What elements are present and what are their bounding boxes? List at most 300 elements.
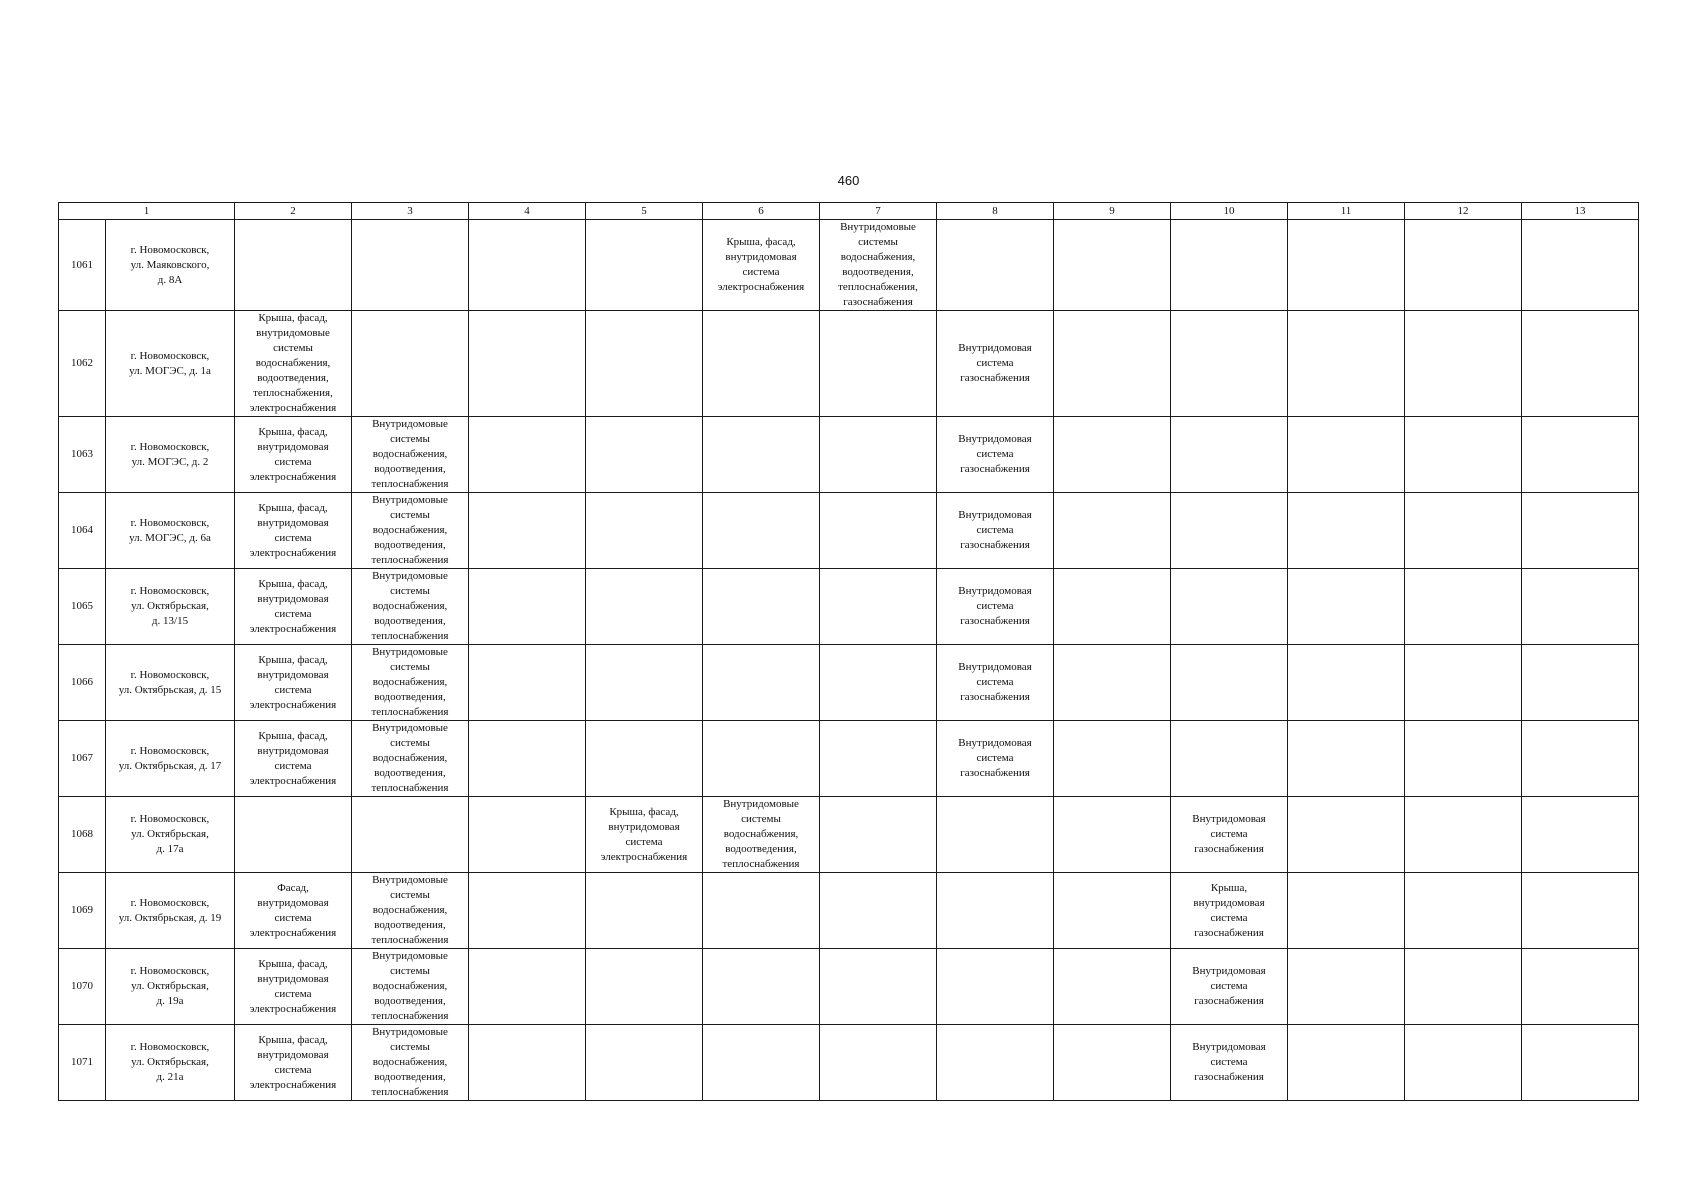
cell-line: Внутридомовые <box>372 950 448 962</box>
cell-col-10 <box>1171 493 1288 569</box>
cell-line: система <box>1210 1056 1248 1068</box>
cell-col-3 <box>352 797 469 873</box>
cell-col-12 <box>1405 220 1522 311</box>
cell-line: водоотведения, <box>725 843 797 855</box>
cell-line: Внутридомовая <box>958 661 1032 673</box>
cell-col-8 <box>937 645 1054 721</box>
cell-line: Внутридомовые <box>372 874 448 886</box>
cell-col-11 <box>1288 645 1405 721</box>
cell-col-13 <box>1522 493 1639 569</box>
cell-col-6 <box>703 417 820 493</box>
cell-line: газоснабжения <box>960 539 1030 551</box>
address-cell <box>106 417 235 493</box>
cell-line: водоснабжения, <box>372 600 448 612</box>
cell-line: Крыша, фасад, <box>258 425 328 438</box>
column-header: 8 <box>937 203 1054 220</box>
cell-line: газоснабжения <box>1194 995 1264 1007</box>
cell-col-10 <box>1171 645 1288 721</box>
column-header: 13 <box>1522 203 1639 220</box>
cell-col-2 <box>235 721 352 797</box>
cell-col-11 <box>1288 311 1405 417</box>
cell-col-6 <box>703 645 820 721</box>
cell-line: внутридомовая <box>1193 896 1265 909</box>
cell-line: теплоснабжения <box>371 706 449 718</box>
cell-col-5 <box>586 873 703 949</box>
cell-col-4 <box>469 645 586 721</box>
cell-col-11 <box>1288 721 1405 797</box>
cell-col-2 <box>235 645 352 721</box>
cell-line: системы <box>390 965 430 977</box>
cell-line: электроснабжения <box>249 926 337 939</box>
cell-line: Внутридомовые <box>372 418 448 430</box>
cell-col-4 <box>469 220 586 311</box>
cell-col-13 <box>1522 417 1639 493</box>
cell-line: газоснабжения <box>960 691 1030 703</box>
cell-col-8 <box>937 493 1054 569</box>
cell-line: газоснабжения <box>1194 843 1264 855</box>
column-header: 12 <box>1405 203 1522 220</box>
cell-col-12 <box>1405 493 1522 569</box>
cell-line: водоотведения, <box>374 691 446 703</box>
cell-col-11 <box>1288 569 1405 645</box>
cell-line: Внутридомовая <box>1192 965 1266 977</box>
cell-line: системы <box>741 813 781 825</box>
address-cell <box>106 797 235 873</box>
page-number: 460 <box>837 173 860 188</box>
cell-col-10 <box>1171 949 1288 1025</box>
cell-line: Внутридомовая <box>958 433 1032 445</box>
cell-col-12 <box>1405 417 1522 493</box>
cell-col-2 <box>235 417 352 493</box>
cell-col-11 <box>1288 873 1405 949</box>
cell-col-10 <box>1171 311 1288 417</box>
address-line: г. Новомосковск, <box>130 896 210 909</box>
row-number-cell: 1071 <box>59 1025 106 1101</box>
cell-line: водоотведения, <box>374 919 446 931</box>
cell-col-8 <box>937 569 1054 645</box>
cell-line: электроснабжения <box>249 402 337 414</box>
row-number-cell: 1064 <box>59 493 106 569</box>
cell-col-6 <box>703 220 820 311</box>
cell-col-7 <box>820 220 937 311</box>
cell-line: электроснабжения <box>249 470 337 483</box>
cell-line: внутридомовая <box>257 592 329 605</box>
cell-line: теплоснабжения <box>371 554 449 566</box>
cell-line: газоснабжения <box>1194 926 1264 939</box>
cell-col-4 <box>469 873 586 949</box>
cell-col-4 <box>469 311 586 417</box>
cell-line: Внутридомовые <box>840 221 916 233</box>
cell-col-2 <box>235 1025 352 1101</box>
cell-line: водоотведения, <box>374 539 446 551</box>
address-cell <box>106 949 235 1025</box>
address-line: д. 17а <box>156 843 184 855</box>
cell-line: система <box>976 752 1014 764</box>
cell-col-5 <box>586 645 703 721</box>
cell-col-13 <box>1522 645 1639 721</box>
cell-line: Внутридомовые <box>372 570 448 582</box>
cell-line: Внутридомовая <box>958 737 1032 749</box>
cell-col-7 <box>820 311 937 417</box>
cell-line: системы <box>390 889 430 901</box>
cell-col-5 <box>586 569 703 645</box>
cell-line: водоснабжения, <box>372 1056 448 1068</box>
cell-col-4 <box>469 797 586 873</box>
cell-col-9 <box>1054 220 1171 311</box>
cell-line: газоснабжения <box>1194 1071 1264 1083</box>
cell-line: водоснабжения, <box>372 524 448 536</box>
cell-line: Крыша, фасад, <box>258 653 328 666</box>
cell-line: электроснабжения <box>249 1078 337 1091</box>
cell-line: внутридомовая <box>608 820 680 833</box>
cell-col-10 <box>1171 1025 1288 1101</box>
cell-line: газоснабжения <box>960 372 1030 384</box>
cell-line: Внутридомовые <box>372 494 448 506</box>
row-number-cell: 1069 <box>59 873 106 949</box>
cell-col-10 <box>1171 220 1288 311</box>
cell-line: Крыша, <box>1210 881 1248 894</box>
cell-col-4 <box>469 1025 586 1101</box>
cell-col-8 <box>937 721 1054 797</box>
cell-col-9 <box>1054 873 1171 949</box>
cell-line: водоснабжения, <box>255 357 331 369</box>
cell-line: системы <box>390 737 430 749</box>
cell-line: водоотведения, <box>842 266 914 278</box>
address-line: г. Новомосковск, <box>130 243 210 256</box>
cell-line: внутридомовая <box>257 744 329 757</box>
cell-line: система <box>274 683 312 696</box>
cell-line: Крыша, фасад, <box>258 312 328 324</box>
cell-line: системы <box>390 1041 430 1053</box>
column-header: 10 <box>1171 203 1288 220</box>
cell-col-10 <box>1171 797 1288 873</box>
cell-line: системы <box>390 585 430 597</box>
cell-col-11 <box>1288 797 1405 873</box>
address-line: г. Новомосковск, <box>130 813 210 825</box>
column-number-header <box>59 203 1639 220</box>
cell-line: Внутридомовая <box>958 585 1032 597</box>
cell-line: электроснабжения <box>249 622 337 635</box>
cell-line: Крыша, фасад, <box>258 1033 328 1046</box>
address-line: г. Новомосковск, <box>130 965 210 977</box>
cell-col-12 <box>1405 569 1522 645</box>
cell-col-9 <box>1054 949 1171 1025</box>
cell-col-9 <box>1054 417 1171 493</box>
cell-col-13 <box>1522 569 1639 645</box>
schedule-table <box>58 202 1639 1101</box>
cell-col-3 <box>352 417 469 493</box>
cell-col-10 <box>1171 721 1288 797</box>
cell-col-8 <box>937 1025 1054 1101</box>
row-number-cell: 1067 <box>59 721 106 797</box>
cell-line: газоснабжения <box>843 296 913 308</box>
column-header: 5 <box>586 203 703 220</box>
cell-line: система <box>274 531 312 544</box>
address-line: г. Новомосковск, <box>130 440 210 453</box>
address-line: ул. МОГЭС, д. 1а <box>129 364 211 377</box>
cell-col-5 <box>586 417 703 493</box>
cell-line: водоотведения, <box>374 615 446 627</box>
cell-col-5 <box>586 220 703 311</box>
cell-col-3 <box>352 569 469 645</box>
address-line: д. 8А <box>157 273 183 286</box>
cell-line: системы <box>858 236 898 248</box>
row-number-cell: 1063 <box>59 417 106 493</box>
cell-col-7 <box>820 873 937 949</box>
table-row <box>59 493 1639 569</box>
cell-col-11 <box>1288 1025 1405 1101</box>
cell-col-9 <box>1054 1025 1171 1101</box>
cell-col-3 <box>352 645 469 721</box>
cell-col-6 <box>703 797 820 873</box>
cell-line: водоснабжения, <box>723 828 799 840</box>
cell-line: газоснабжения <box>960 615 1030 627</box>
cell-line: система <box>976 600 1014 612</box>
address-line: ул. Октябрьская, д. 15 <box>118 683 222 696</box>
cell-line: водоотведения, <box>374 767 446 779</box>
cell-line: Внутридомовые <box>372 722 448 734</box>
cell-line: водоснабжения, <box>372 904 448 916</box>
column-header: 6 <box>703 203 820 220</box>
cell-col-2 <box>235 797 352 873</box>
cell-line: система <box>625 835 663 848</box>
cell-col-13 <box>1522 721 1639 797</box>
cell-line: электроснабжения <box>249 546 337 559</box>
cell-col-7 <box>820 569 937 645</box>
cell-col-7 <box>820 645 937 721</box>
cell-col-6 <box>703 1025 820 1101</box>
cell-line: электроснабжения <box>249 698 337 711</box>
table-row <box>59 645 1639 721</box>
cell-col-2 <box>235 220 352 311</box>
cell-col-3 <box>352 873 469 949</box>
cell-line: внутридомовая <box>257 440 329 453</box>
cell-line: теплоснабжения <box>371 782 449 794</box>
cell-line: Крыша, фасад, <box>609 805 679 818</box>
cell-line: система <box>274 1063 312 1076</box>
cell-col-7 <box>820 797 937 873</box>
cell-col-12 <box>1405 645 1522 721</box>
address-line: г. Новомосковск, <box>130 585 210 597</box>
cell-col-11 <box>1288 220 1405 311</box>
cell-line: системы <box>390 661 430 673</box>
cell-line: система <box>742 266 780 278</box>
address-line: ул. МОГЭС, д. 6а <box>129 531 211 544</box>
address-cell <box>106 645 235 721</box>
address-line: ул. Октябрьская, <box>131 980 209 992</box>
address-line: ул. Октябрьская, <box>131 600 209 612</box>
cell-col-5 <box>586 721 703 797</box>
cell-line: электроснабжения <box>249 774 337 787</box>
cell-line: Крыша, фасад, <box>258 501 328 514</box>
table-row <box>59 797 1639 873</box>
cell-line: система <box>976 524 1014 536</box>
cell-line: водоснабжения, <box>372 980 448 992</box>
cell-col-5 <box>586 493 703 569</box>
cell-col-6 <box>703 873 820 949</box>
cell-line: внутридомовая <box>257 1048 329 1061</box>
cell-col-8 <box>937 220 1054 311</box>
column-header: 9 <box>1054 203 1171 220</box>
cell-line: водоотведения, <box>374 995 446 1007</box>
address-line: ул. Октябрьская, <box>131 1056 209 1068</box>
cell-col-12 <box>1405 1025 1522 1101</box>
cell-line: теплоснабжения, <box>253 387 333 399</box>
cell-line: система <box>274 455 312 468</box>
cell-col-2 <box>235 949 352 1025</box>
cell-col-11 <box>1288 417 1405 493</box>
cell-col-8 <box>937 311 1054 417</box>
cell-col-9 <box>1054 493 1171 569</box>
cell-col-3 <box>352 493 469 569</box>
cell-col-2 <box>235 311 352 417</box>
cell-line: газоснабжения <box>960 767 1030 779</box>
address-line: ул. МОГЭС, д. 2 <box>131 455 209 468</box>
cell-line: Внутридомовая <box>1192 813 1266 825</box>
table-row <box>59 1025 1639 1101</box>
cell-line: водоснабжения, <box>372 752 448 764</box>
cell-col-12 <box>1405 873 1522 949</box>
cell-col-9 <box>1054 645 1171 721</box>
cell-line: теплоснабжения <box>371 630 449 642</box>
address-line: г. Новомосковск, <box>130 668 210 681</box>
cell-col-6 <box>703 493 820 569</box>
cell-col-9 <box>1054 569 1171 645</box>
cell-col-3 <box>352 721 469 797</box>
cell-line: теплоснабжения <box>371 478 449 490</box>
cell-col-13 <box>1522 949 1639 1025</box>
cell-col-10 <box>1171 873 1288 949</box>
cell-col-5 <box>586 1025 703 1101</box>
cell-line: система <box>976 448 1014 460</box>
cell-line: водоснабжения, <box>372 676 448 688</box>
cell-col-9 <box>1054 797 1171 873</box>
cell-line: Крыша, фасад, <box>726 236 796 248</box>
address-line: г. Новомосковск, <box>130 744 210 757</box>
address-cell <box>106 311 235 417</box>
address-cell <box>106 569 235 645</box>
cell-line: системы <box>390 433 430 445</box>
cell-col-5 <box>586 311 703 417</box>
cell-line: Внутридомовые <box>372 1026 448 1038</box>
cell-col-2 <box>235 569 352 645</box>
cell-line: водоотведения, <box>257 372 329 384</box>
address-line: г. Новомосковск, <box>130 1041 210 1053</box>
cell-line: Крыша, фасад, <box>258 729 328 742</box>
cell-line: внутридомовая <box>257 896 329 909</box>
cell-line: Крыша, фасад, <box>258 577 328 590</box>
cell-col-11 <box>1288 949 1405 1025</box>
cell-col-10 <box>1171 569 1288 645</box>
cell-col-3 <box>352 311 469 417</box>
cell-col-12 <box>1405 311 1522 417</box>
cell-line: Фасад, <box>277 881 309 894</box>
cell-line: система <box>274 607 312 620</box>
cell-col-13 <box>1522 873 1639 949</box>
cell-col-8 <box>937 949 1054 1025</box>
cell-line: Внутридомовая <box>958 342 1032 354</box>
cell-line: теплоснабжения, <box>838 281 918 293</box>
cell-col-2 <box>235 873 352 949</box>
cell-col-6 <box>703 569 820 645</box>
cell-col-3 <box>352 1025 469 1101</box>
column-header: 4 <box>469 203 586 220</box>
cell-line: система <box>274 987 312 1000</box>
cell-col-8 <box>937 417 1054 493</box>
cell-line: водоснабжения, <box>840 251 916 263</box>
cell-line: электроснабжения <box>600 850 688 863</box>
address-line: ул. Октябрьская, д. 19 <box>118 911 222 924</box>
cell-line: внутридомовая <box>257 516 329 529</box>
cell-line: система <box>1210 828 1248 840</box>
cell-col-6 <box>703 949 820 1025</box>
cell-line: системы <box>390 509 430 521</box>
address-line: д. 19а <box>156 995 184 1007</box>
cell-col-9 <box>1054 721 1171 797</box>
cell-col-13 <box>1522 311 1639 417</box>
address-line: г. Новомосковск, <box>130 516 210 529</box>
cell-line: системы <box>273 342 313 354</box>
row-number-cell: 1061 <box>59 220 106 311</box>
cell-col-5 <box>586 949 703 1025</box>
cell-col-9 <box>1054 311 1171 417</box>
cell-line: Внутридомовая <box>1192 1041 1266 1053</box>
cell-col-7 <box>820 493 937 569</box>
table-row <box>59 569 1639 645</box>
cell-col-13 <box>1522 220 1639 311</box>
cell-col-12 <box>1405 721 1522 797</box>
cell-col-3 <box>352 949 469 1025</box>
cell-line: теплоснабжения <box>371 1086 449 1098</box>
cell-line: система <box>976 676 1014 688</box>
cell-line: внутридомовые <box>256 327 330 339</box>
cell-line: внутридомовая <box>257 668 329 681</box>
address-line: ул. Октябрьская, д. 17 <box>118 759 222 772</box>
cell-line: система <box>274 759 312 772</box>
column-header: 3 <box>352 203 469 220</box>
cell-line: Крыша, фасад, <box>258 957 328 970</box>
cell-col-13 <box>1522 797 1639 873</box>
table-row <box>59 311 1639 417</box>
cell-col-4 <box>469 721 586 797</box>
cell-col-8 <box>937 797 1054 873</box>
row-number-cell: 1066 <box>59 645 106 721</box>
cell-line: водоотведения, <box>374 1071 446 1083</box>
row-number-cell: 1068 <box>59 797 106 873</box>
cell-line: система <box>976 357 1014 369</box>
cell-col-10 <box>1171 417 1288 493</box>
cell-col-6 <box>703 311 820 417</box>
cell-line: газоснабжения <box>960 463 1030 475</box>
table-body <box>59 220 1639 1101</box>
cell-col-6 <box>703 721 820 797</box>
address-line: д. 13/15 <box>151 615 189 627</box>
cell-line: водоснабжения, <box>372 448 448 460</box>
cell-line: электроснабжения <box>249 1002 337 1015</box>
row-number-cell: 1070 <box>59 949 106 1025</box>
cell-line: Внутридомовые <box>723 798 799 810</box>
cell-col-4 <box>469 949 586 1025</box>
address-cell <box>106 220 235 311</box>
cell-col-7 <box>820 1025 937 1101</box>
cell-col-7 <box>820 721 937 797</box>
column-header: 11 <box>1288 203 1405 220</box>
cell-col-8 <box>937 873 1054 949</box>
row-number-cell: 1062 <box>59 311 106 417</box>
cell-line: электроснабжения <box>717 281 805 293</box>
table-row <box>59 220 1639 311</box>
cell-col-3 <box>352 220 469 311</box>
